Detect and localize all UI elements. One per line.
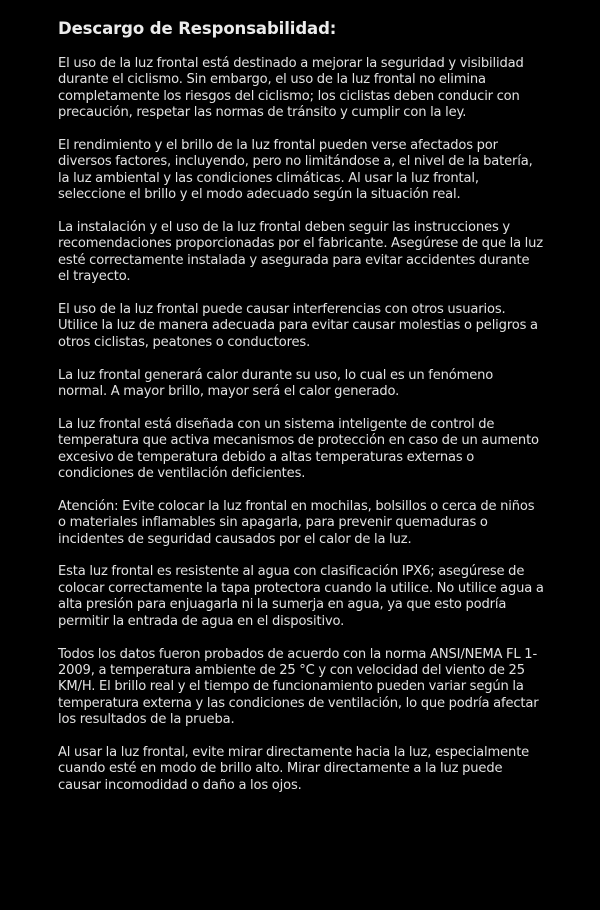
paragraph-heat: La luz frontal generará calor durante su uso, lo cual es un fenómeno normal. A mayor brillo, mayor será el calor generado. <box>58 367 494 400</box>
paragraph-installation: La instalación y el uso de la luz frontal deben seguir las instrucciones y recomendaciones proporcionadas por el fabricante. Asegúrese de que la luz esté correctamente instalada y asegurada para evitar accidentes durante el trayecto. <box>58 220 544 285</box>
paragraph-water-resistance: Esta luz frontal es resistente al agua con clasificación IPX6; asegúrese de colocar correctamente la tapa protectora cuando la utilice. No utilice agua a alta presión para enjuagarla ni la sumerja en agua, ya que esto podría permitir la entrada de agua en el dispositivo. <box>58 564 544 629</box>
paragraph-performance-factors: El rendimiento y el brillo de la luz frontal pueden verse afectados por diversos factores, incluyendo, pero no limitándose a, el nivel de la batería, la luz ambiental y las condiciones climáticas. Al usar la luz frontal, seleccione el brillo y el modo adecuado según la situación real. <box>58 138 533 203</box>
paragraph-eye-safety: Al usar la luz frontal, evite mirar directamente hacia la luz, especialmente cuando esté en modo de brillo alto. Mirar directamente a la luz puede causar incomodidad o daño a los ojos. <box>58 744 530 793</box>
paragraph-test-data: Todos los datos fueron probados de acuerdo con la norma ANSI/NEMA FL 1-2009, a temperatura ambiente de 25 °C y con velocidad del viento de 25 KM/H. El brillo real y el tiempo de funcionamiento pueden variar según la temperatura externa y las condiciones de ventilación, lo que podría afectar los resultados de la prueba. <box>58 646 539 728</box>
paragraph-temperature-control: La luz frontal está diseñada con un sistema inteligente de control de temperatura que activa mecanismos de protección en caso de un aumento excesivo de temperatura debido a altas temperaturas externas o condiciones de ventilación deficientes. <box>58 416 539 482</box>
paragraph-warning: Atención: Evite colocar la luz frontal en mochilas, bolsillos o cerca de niños o materiales inflamables sin apagarla, para prevenir quemaduras o incidentes de seguridad causados por el calor de la luz. <box>58 498 535 547</box>
paragraph-usage-purpose: El uso de la luz frontal está destinado a mejorar la seguridad y visibilidad durante el ciclismo. Sin embargo, el uso de la luz frontal no elimina completamente los riesgos del ciclismo; los ciclistas deben conducir con precaución, respetar las normas de tránsito y cumplir con la ley. <box>58 56 524 121</box>
page-title: Descargo de Responsabilidad: <box>58 19 337 38</box>
paragraph-interference: El uso de la luz frontal puede causar interferencias con otros usuarios. Utilice la luz de manera adecuada para evitar causar molestias o peligros a otros ciclistas, peatones o conductores. <box>58 302 538 350</box>
disclaimer-document <box>58 18 544 811</box>
